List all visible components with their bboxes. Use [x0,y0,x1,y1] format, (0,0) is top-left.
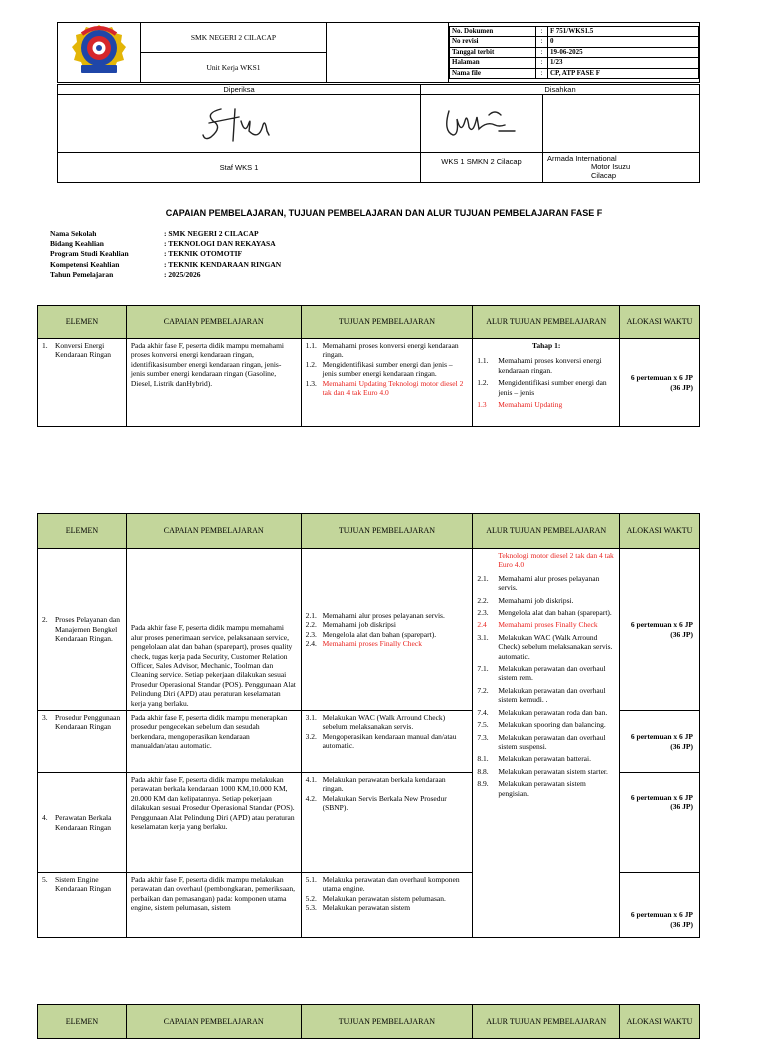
list-item: 3.1. Melakukan WAC (Walk Arround Check) sebelum melaksanakan servis. automatic. [477,632,613,661]
col-alur: ALUR TUJUAN PEMBELAJARAN [473,514,620,549]
elemen-cell: 1. Konversi Energi Kendaraan Ringan [38,339,127,427]
list-item: 8.8. Melakukan perawatan sistem starter. [477,766,608,776]
list-item: 2.4. Memahami proses Finally Check [305,638,422,648]
alokasi-cell: 6 pertemuan x 6 JP (36 JP) [620,773,700,873]
approver-signature [421,95,543,153]
col-alokasi: ALOKASI WAKTU [620,514,700,549]
list-item: 8.1. Melakukan perawatan batterai. [477,754,591,764]
list-item: 7.2. Melakukan perawatan dan overhaul sistem kemudi. . [477,685,606,705]
tujuan-cell [301,711,473,773]
alur-cell [473,549,620,938]
handwritten-signature-icon [439,101,525,145]
alokasi-cell: 6 pertemuan x 6 JP (36 JP) [620,711,700,773]
col-tujuan: TUJUAN PEMBELAJARAN [301,514,473,549]
table-row [38,339,700,427]
partner-signature [543,95,700,153]
capaian-cell: Pada akhir fase F, peserta didik mampu melakukan perawatan berkala kendaraan 1000 KM,10.000 KM, 20.000 KM dan kelipatannya. Setiap pekerjaan dilakukan sesuai Prosedur Operasional Standar (POS). Penggunaan Alat Pelindung Diri (APD) atau peraturan keselamatan kerja yang berlaku. [126,773,301,873]
meta-value: 19-06-2025 [548,47,699,58]
approved-label: Disahkan [421,85,700,95]
list-item: 2.3. Mengelola alat dan bahan (sparepart). [305,629,437,639]
meta-key: No. Dokumen [450,26,536,37]
col-capaian: CAPAIAN PEMBELAJARAN [126,514,301,549]
list-item: 3.1. Melakukan WAC (Walk Arround Check) sebelum melaksanakan servis. [305,713,446,732]
list-item: 1.1. Memahami proses konversi energi kendaraan ringan. [305,341,459,360]
document-meta-cell [449,23,700,83]
atp-list [477,574,615,798]
tujuan-cell [301,773,473,873]
list-item: 7.3. Melakukan perawatan dan overhaul sistem suspensi. [477,732,606,751]
elemen-cell: 5. Sistem Engine Kendaraan Ringan [38,873,127,938]
handwritten-signature-icon [199,101,279,145]
identity-row: Tahun Pemelajaran : 2025/2026 [50,269,201,279]
identity-row: Bidang Keahlian : TEKNOLOGI DAN REKAYASA [50,239,276,249]
checker-signature [58,95,421,153]
alokasi-cell: 6 pertemuan x 6 JP (36 JP) [620,873,700,938]
approver-name: WKS 1 SMKN 2 Cilacap [421,153,543,183]
col-tujuan: TUJUAN PEMBELAJARAN [301,306,473,339]
tujuan-cell [301,339,473,427]
meta-key: No revisi [450,37,536,48]
list-item: 2.4 Memahami proses Finally Check [477,620,598,630]
elemen-cell: 4. Perawatan Berkala Kendaraan Ringan [38,773,127,873]
col-elemen: ELEMEN [38,514,127,549]
list-item: 5.2. Melakukan perawatan sistem pelumasan. [305,893,446,903]
col-capaian: CAPAIAN PEMBELAJARAN [126,306,301,339]
list-item: 1.2. Mengidentifikasi sumber energi dan jenis – jenis sumber energi kendaraan ringan. [305,359,453,379]
identity-row: Kompetensi Keahlian : TEKNIK KENDARAAN RINGAN [50,259,282,269]
col-capaian: CAPAIAN PEMBELAJARAN [126,1005,301,1039]
learning-table-1 [37,305,700,427]
school-identity [50,229,281,280]
list-item: 7.4. Melakukan perawatan roda dan ban. [477,707,608,717]
atp-heading: Tahap 1: [532,341,561,350]
col-elemen: ELEMEN [38,306,127,339]
work-unit: Unit Kerja WKS1 [141,53,327,83]
col-alokasi: ALOKASI WAKTU [620,306,700,339]
col-elemen: ELEMEN [38,1005,127,1039]
elemen-cell: 3. Prosedur Penggunaan Kendaraan Ringan [38,711,127,773]
list-item: 2.2. Memahami job diskripsi. [477,595,574,605]
partner-name: Armada International Motor Isuzu Cilacap [543,153,700,183]
list-item: 7.1. Melakukan perawatan dan overhaul sistem rem. [477,664,606,683]
list-item: 5.1. Melakuka perawatan dan overhaul komponen utama engine. [305,875,460,894]
list-item: 8.9. Melakukan perawatan sistem pengisian. [477,779,586,798]
school-name: SMK NEGERI 2 CILACAP [141,23,327,53]
checked-label: Diperiksa [58,85,421,95]
list-item: 2.1. Memahami alur proses pelayanan servis. [305,610,445,620]
meta-value: 1/23 [548,58,699,69]
meta-key: Nama file [450,68,536,79]
col-alokasi: ALOKASI WAKTU [620,1005,700,1039]
alur-cell [473,339,620,427]
table-row [38,549,700,711]
list-item: 2.1. Memahami alur proses pelayanan servis. [477,573,600,593]
list-item: 1.3. Memahami Updating Teknologi motor diesel 2 tak dan 4 tak Euro 4.0 [305,378,464,398]
capaian-cell: Pada akhir fase F, peserta didik mampu melakukan perawatan dan overhaul (pembongkaran, pemeriksaan, perbaikan dan pemasangan) pada: komponen utama engine, sistem pelumasan, sistem [126,873,301,938]
list-item: 5.3. Melakukan perawatan sistem [305,903,411,913]
document-title: CAPAIAN PEMBELAJARAN, TUJUAN PEMBELAJARAN DAN ALUR TUJUAN PEMBELAJARAN FASE F [165,208,603,218]
signature-block [57,84,700,183]
list-item: 4.2. Melakukan Servis Berkala New Prosedur (SBNP). [305,793,447,813]
list-item: 3.2. Mengoperasikan kendaraan manual dan/atau automatic. [305,731,457,751]
capaian-cell: Pada akhir fase F, peserta didik mampu memahami proses konversi energi kendaraan ringan, identifikasisumber energi kendaraan ringan, jenis- jenis sumber energi kendaraan ringan (Gasoline, Diesel, Listrik danHybrid). [126,339,301,427]
tujuan-cell [301,873,473,938]
col-alur: ALUR TUJUAN PEMBELAJARAN [473,1005,620,1039]
school-logo-cell [58,23,141,83]
meta-key: Tanggal terbit [450,47,536,58]
identity-row: Nama Sekolah : SMK NEGERI 2 CILACAP [50,229,259,238]
list-item: 2.2. Memahami job diskripsi [305,620,396,630]
alokasi-cell: 6 pertemuan x 6 JP (36 JP) [620,549,700,711]
document-meta: No. Dokumen : F 751/WKS1.5 No revisi : 0 Tanggal terbit : 19-06-2025 Halaman : 1/23 Nama file : CP, ATP FASE F [449,26,699,80]
tujuan-cell [301,549,473,711]
atp-continuation: Teknologi motor diesel 2 tak dan 4 tak Euro 4.0 [498,551,614,570]
learning-table-2 [37,513,700,938]
meta-value: CP, ATP FASE F [548,68,699,79]
col-alur: ALUR TUJUAN PEMBELAJARAN [473,306,620,339]
elemen-cell: 2. Proses Pelayanan dan Manajemen Bengkel Kendaraan Ringan. [38,549,127,711]
document-header [57,22,700,83]
list-item: 2.3. Mengelola alat dan bahan (sparepart). [477,608,612,618]
list-item: 1.1. Memahami proses konversi energi kendaraan ringan. [477,356,602,375]
col-tujuan: TUJUAN PEMBELAJARAN [301,1005,473,1039]
meta-key: Halaman [450,58,536,69]
school-logo-icon [69,23,129,77]
meta-value: F 751/WKS1.5 [548,26,699,37]
list-item: 1.3 Memahami Updating [477,400,563,410]
alokasi-cell: 6 pertemuan x 6 JP (36 JP) [620,339,700,427]
capaian-cell: Pada akhir fase F, peserta didik mampu memahami alur proses penerimaan service, pelaksanaan service, pengelolaan alat dan bahan (sparepart), proses quality check, tugas kerja pada Security, Customer Relation Officer, Sales Advisor, Mechanic, Toolman dan Cleaning service. Setiap pekerjaan dilakukan sesuai Prosedur Operasional Standar (POS). Penggunaan Alat Pelindung Diri (APD) atau peraturan keselamatan kerja yang berlaku. [126,549,301,711]
checker-name: Staf WKS 1 [58,153,421,183]
list-item: 4.1. Melakukan perawatan berkala kendaraan ringan. [305,775,446,794]
list-item: 7.5. Melakukan spooring dan balancing. [477,720,606,730]
list-item: 1.2. Mengidentifikasi sumber energi dan jenis – jenis [477,378,607,397]
meta-value: 0 [548,37,699,48]
capaian-cell: Pada akhir fase F, peserta didik mampu menerapkan prosedur pengecekan sebelum dan sesudah berkendara, mengoperasikan kendaraan manualdan/atau automatic. [126,711,301,773]
identity-row: Program Studi Keahlian : TEKNIK OTOMOTIF [50,249,243,259]
learning-table-3 [37,1004,700,1039]
header-blank-cell [327,23,449,83]
